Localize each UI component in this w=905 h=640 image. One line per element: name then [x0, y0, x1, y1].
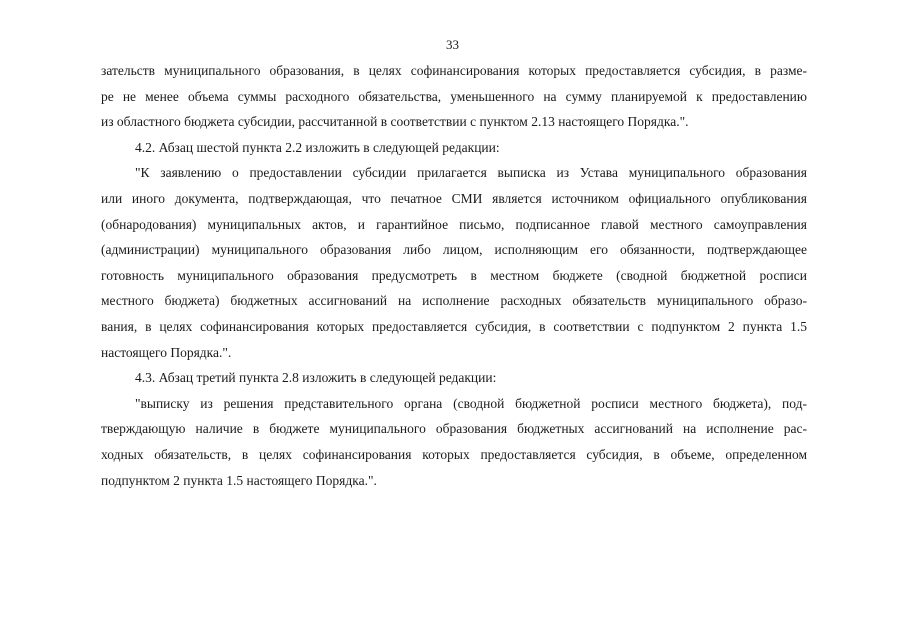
text-line: "выписку из решения представительного органа (сводной бюджетной росписи местного бюджета), под-	[135, 395, 807, 411]
text-line: местного бюджета) бюджетных ассигнований на исполнение расходных обязательств муниципального образо-	[101, 293, 807, 309]
text-line: из областного бюджета субсидии, рассчитанной в соответствии с пунктом 2.13 настоящего Порядка.".	[101, 114, 689, 130]
text-line: ходных обязательств, в целях софинансирования которых предоставляется субсидия, в объеме, определенном	[101, 446, 807, 462]
text-line: 4.3. Абзац третий пункта 2.8 изложить в следующей редакции:	[135, 370, 497, 386]
text-line: ре не менее объема суммы расходного обязательства, уменьшенного на сумму планируемой к предоставлению	[101, 88, 807, 104]
text-line: или иного документа, подтверждающая, что печатное СМИ является источником официального опубликования	[101, 190, 807, 206]
text-line: вания, в целях софинансирования которых предоставляется субсидия, в соответствии с подпунктом 2 пункта 1.5	[101, 318, 807, 334]
text-line: (администрации) муниципального образования либо лицом, исполняющим его обязанности, подтверждающее	[101, 242, 807, 258]
text-line: настоящего Порядка.".	[101, 344, 232, 360]
text-line: (обнародования) муниципальных актов, и гарантийное письмо, подписанное главой местного самоуправления	[101, 216, 807, 232]
text-line: тверждающую наличие в бюджете муниципального образования бюджетных ассигнований на исполнение рас-	[101, 421, 807, 437]
text-line: 4.2. Абзац шестой пункта 2.2 изложить в следующей редакции:	[135, 139, 500, 155]
text-line: "К заявлению о предоставлении субсидии прилагается выписка из Устава муниципального образования	[135, 165, 807, 181]
text-line: зательств муниципального образования, в целях софинансирования которых предоставляется субсидия, в разме-	[101, 63, 807, 78]
text-line: готовность муниципального образования предусмотреть в местном бюджете (сводной бюджетной росписи	[101, 267, 807, 283]
document-body	[101, 58, 807, 493]
text-line: подпунктом 2 пункта 1.5 настоящего Порядка.".	[101, 472, 377, 488]
page-number: 33	[446, 37, 459, 52]
